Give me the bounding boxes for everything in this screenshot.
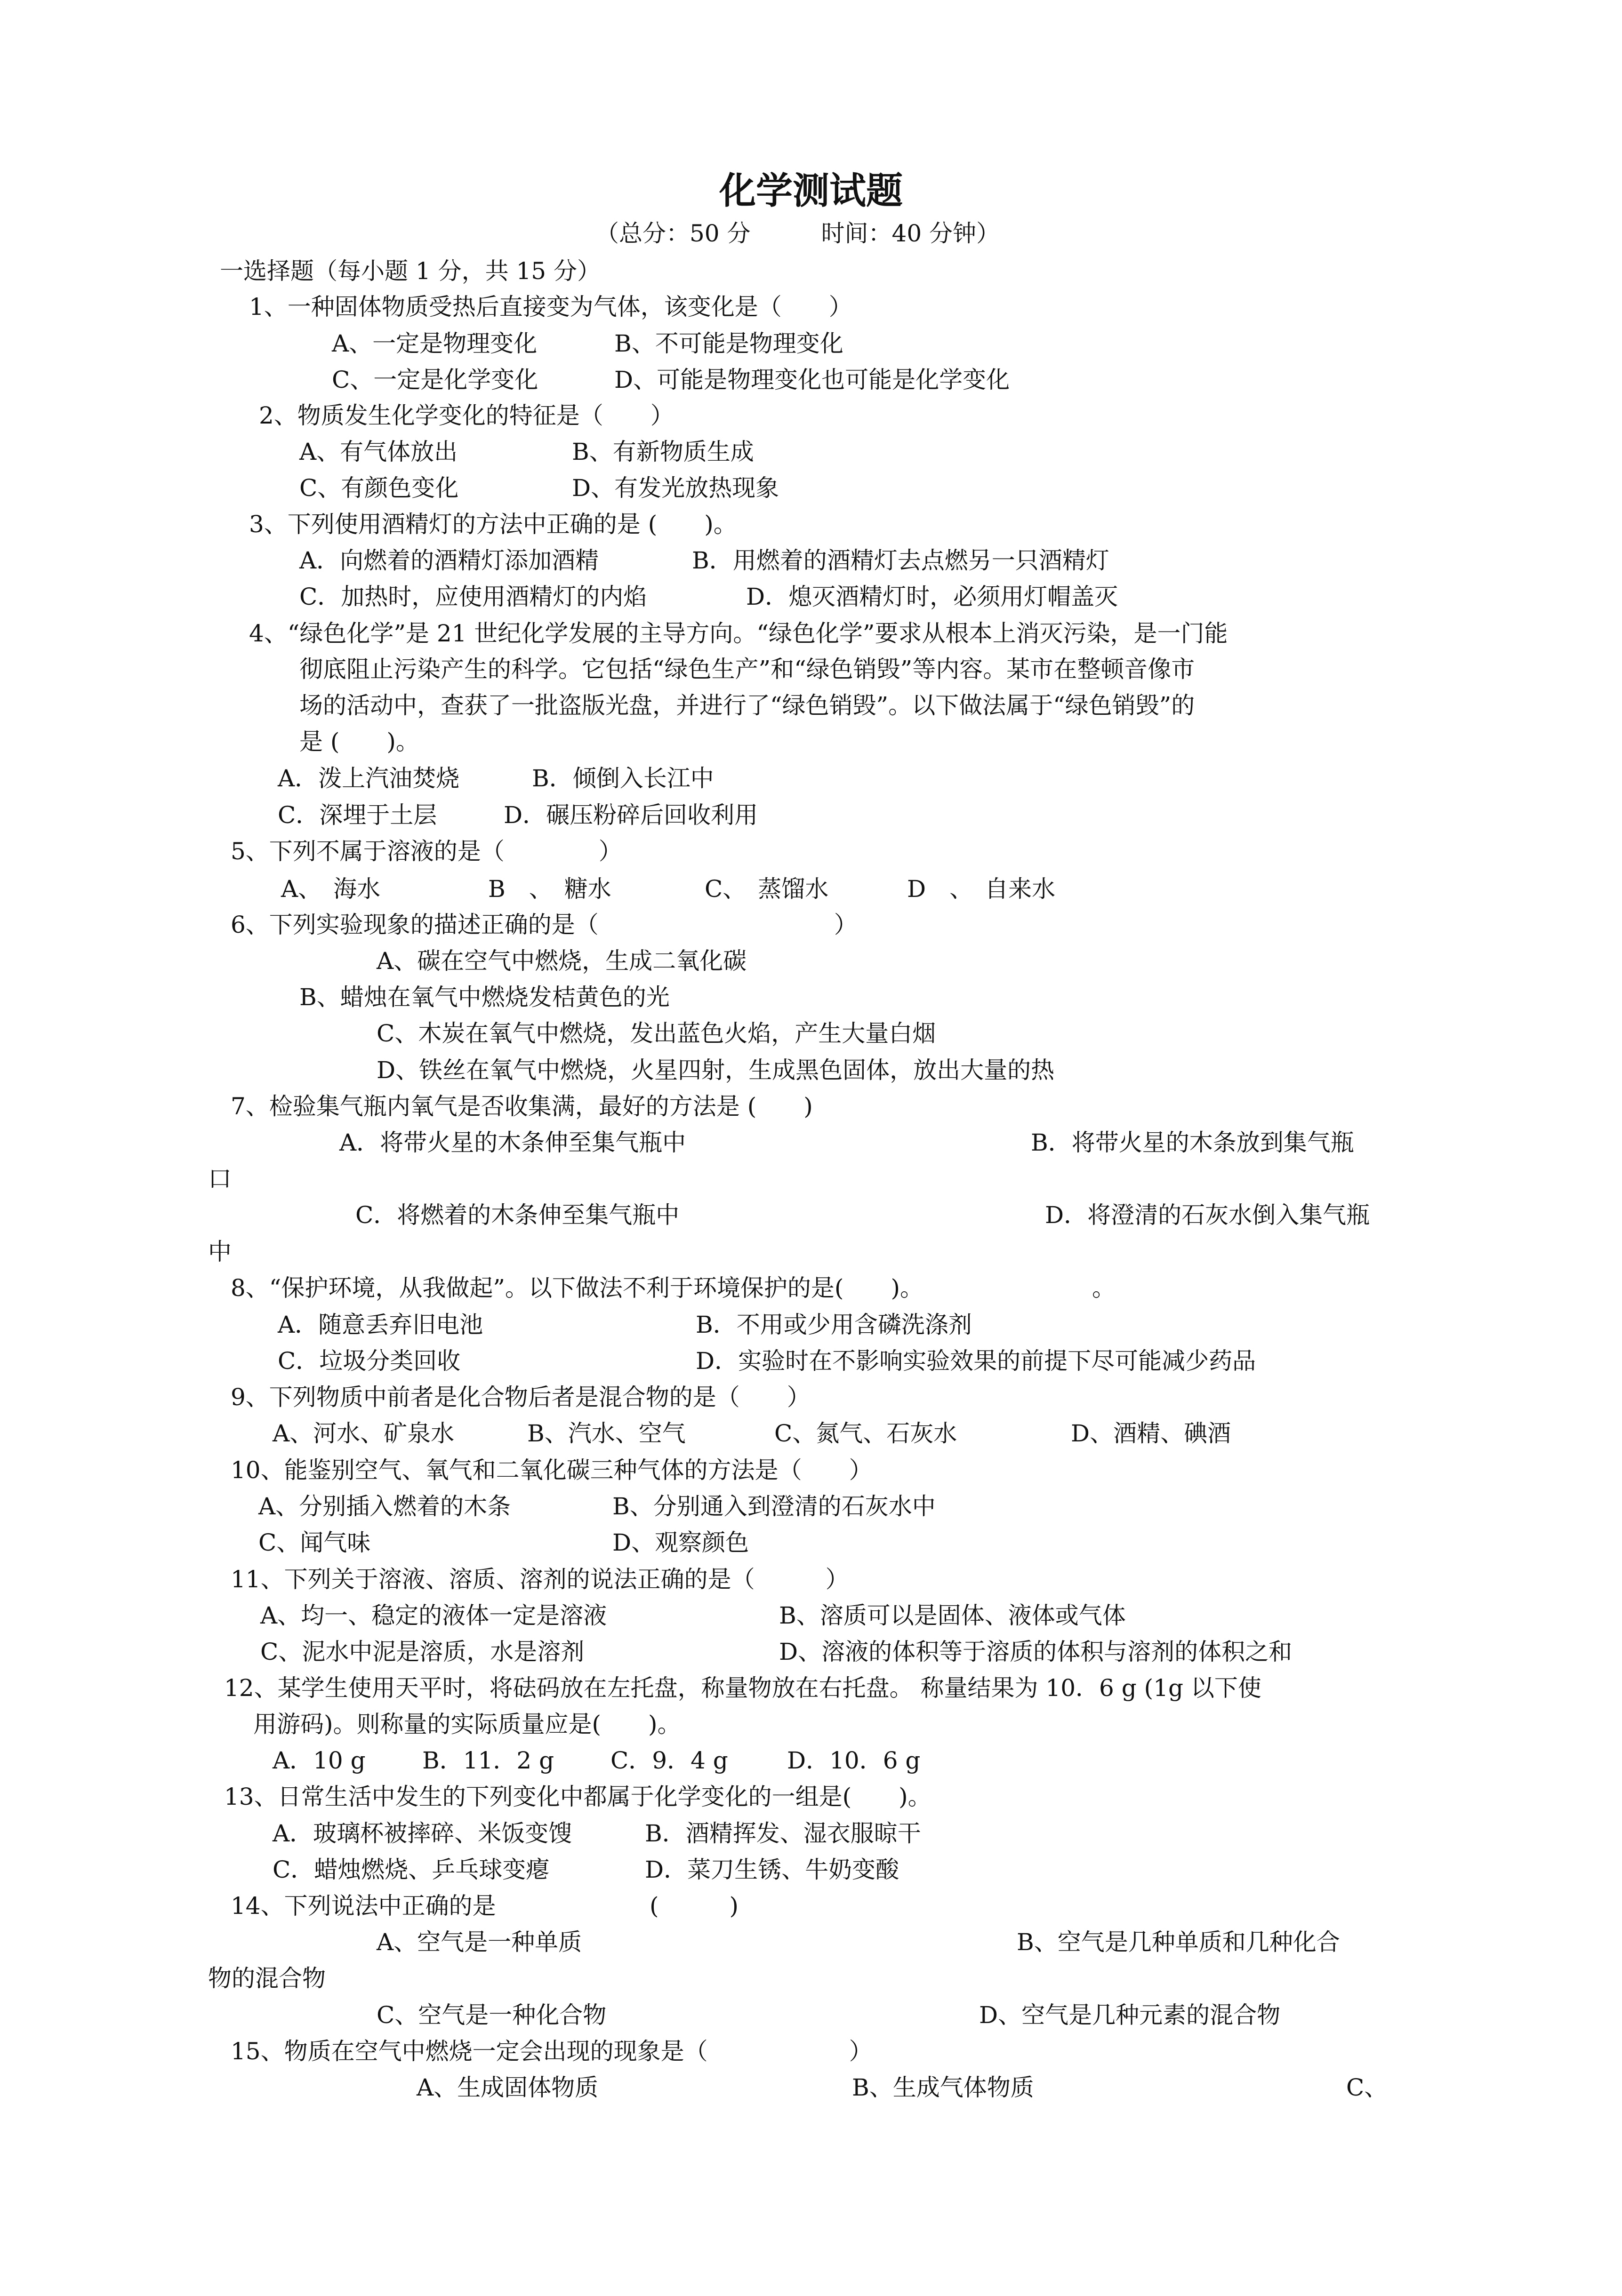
page-title: 化学测试题 bbox=[719, 169, 903, 212]
question-line: C、闻气味 bbox=[258, 1529, 371, 1556]
question-line: A．将带火星的木条伸至集气瓶中 bbox=[339, 1129, 686, 1156]
question-line: C、木炭在氧气中燃烧，发出蓝色火焰，产生大量白烟 bbox=[377, 1020, 936, 1047]
question-line: 12、某学生使用天平时，将砝码放在左托盘，称量物放在右托盘。 称量结果为 10．6 g (1g 以下使 bbox=[224, 1674, 1261, 1702]
question-line: 8、“保护环境，从我做起”。以下做法不利于环境保护的是( )。 bbox=[231, 1274, 923, 1302]
question-line: 口 bbox=[208, 1165, 232, 1192]
question-line: A、碳在空气中燃烧，生成二氧化碳 bbox=[377, 947, 747, 975]
question-line: A、河水、矿泉水 bbox=[273, 1420, 455, 1447]
question-line: B、溶质可以是固体、液体或气体 bbox=[779, 1602, 1126, 1629]
question-line: D、酒精、碘酒 bbox=[1071, 1420, 1231, 1447]
question-line: C．9．4 g bbox=[610, 1747, 728, 1774]
question-line: D、观察颜色 bbox=[612, 1529, 749, 1556]
question-line: B、不可能是物理变化 bbox=[614, 330, 843, 357]
question-line: 中 bbox=[208, 1238, 232, 1265]
exam-meta bbox=[595, 219, 1000, 248]
question-line: A、空气是一种单质 bbox=[377, 1928, 582, 1956]
question-line: D、铁丝在氧气中燃烧，火星四射，生成黑色固体，放出大量的热 bbox=[377, 1056, 1055, 1084]
question-line: 是 ( )。 bbox=[299, 728, 419, 755]
question-line: 1、一种固体物质受热后直接变为气体，该变化是（ ） bbox=[249, 293, 852, 320]
total-score: （总分：50 分 bbox=[595, 220, 751, 247]
question-line: 用游码)。则称量的实际质量应是( )。 bbox=[253, 1711, 681, 1738]
question-line: D、溶液的体积等于溶质的体积与溶剂的体积之和 bbox=[779, 1638, 1293, 1665]
question-line: B、分别通入到澄清的石灰水中 bbox=[612, 1493, 936, 1520]
question-line: 3、下列使用酒精灯的方法中正确的是 ( )。 bbox=[249, 511, 737, 538]
question-line: 11、下列关于溶液、溶质、溶剂的说法正确的是（ ） bbox=[231, 1566, 849, 1593]
question-line: D、可能是物理变化也可能是化学变化 bbox=[614, 366, 1010, 393]
question-line: B．11．2 g bbox=[422, 1747, 554, 1774]
question-line: B．将带火星的木条放到集气瓶 bbox=[1031, 1129, 1354, 1156]
question-line: 6、下列实验现象的描述正确的是（ ） bbox=[231, 911, 858, 938]
time-limit: 时间：40 分钟） bbox=[821, 220, 1000, 247]
question-line: C、泥水中泥是溶质，水是溶剂 bbox=[260, 1638, 585, 1665]
question-line: D．碾压粉碎后回收利用 bbox=[504, 801, 758, 829]
question-line: C、空气是一种化合物 bbox=[377, 2001, 607, 2029]
question-line: C、一定是化学变化 bbox=[332, 366, 538, 393]
question-line: D．熄灭酒精灯时，必须用灯帽盖灭 bbox=[746, 583, 1118, 610]
question-line: C、有颜色变化 bbox=[299, 474, 459, 502]
question-line: A．泼上汽油焚烧 bbox=[278, 765, 460, 792]
question-line: A．随意丢弃旧电池 bbox=[278, 1311, 483, 1338]
question-line: C．垃圾分类回收 bbox=[278, 1347, 461, 1375]
question-line: D、有发光放热现象 bbox=[572, 474, 779, 502]
question-line: 彻底阻止污染产生的科学。它包括“绿色生产”和“绿色销毁”等内容。某市在整顿音像市 bbox=[299, 656, 1195, 683]
question-line: 15、物质在空气中燃烧一定会出现的现象是（ ） bbox=[231, 2038, 873, 2065]
question-line: 4、“绿色化学”是 21 世纪化学发展的主导方向。“绿色化学”要求从根本上消灭污染，是一门能 bbox=[249, 620, 1228, 647]
question-line: 9、下列物质中前者是化合物后者是混合物的是（ ） bbox=[231, 1384, 811, 1411]
question-line: 物的混合物 bbox=[208, 1965, 326, 1992]
question-line: C．将燃着的木条伸至集气瓶中 bbox=[355, 1201, 680, 1229]
question-line: D．10．6 g bbox=[787, 1747, 921, 1774]
question-line: A．向燃着的酒精灯添加酒精 bbox=[299, 547, 599, 574]
question-line: 2、物质发生化学变化的特征是（ ） bbox=[259, 402, 674, 429]
question-line: 。 bbox=[1092, 1274, 1116, 1302]
question-line: C．加热时，应使用酒精灯的内焰 bbox=[299, 583, 647, 610]
question-line: C、氮气、石灰水 bbox=[774, 1420, 957, 1447]
question-line: C．蜡烛燃烧、乒乓球变瘪 bbox=[273, 1856, 550, 1883]
question-line: A、有气体放出 bbox=[299, 438, 458, 465]
question-line: D．菜刀生锈、牛奶变酸 bbox=[645, 1856, 899, 1883]
question-line: D、空气是几种元素的混合物 bbox=[979, 2001, 1281, 2029]
question-line: 7、检验集气瓶内氧气是否收集满，最好的方法是 ( ) bbox=[231, 1093, 813, 1120]
question-line: 10、能鉴别空气、氧气和二氧化碳三种气体的方法是（ ） bbox=[231, 1456, 873, 1484]
question-line: B．倾倒入长江中 bbox=[532, 765, 714, 792]
question-line: A、一定是物理变化 bbox=[332, 330, 538, 357]
question-line: A、均一、稳定的液体一定是溶液 bbox=[260, 1602, 607, 1629]
question-line: A、分别插入燃着的木条 bbox=[258, 1493, 511, 1520]
question-line: C．深埋于土层 bbox=[278, 801, 437, 829]
question-line: A．玻璃杯被摔碎、米饭变馊 bbox=[273, 1820, 572, 1847]
question-line: D．实验时在不影响实验效果的前提下尽可能减少药品 bbox=[696, 1347, 1256, 1375]
question-line: B、空气是几种单质和几种化合 bbox=[1017, 1928, 1340, 1956]
question-line: A、 海水 bbox=[281, 875, 381, 903]
question-line: 场的活动中，查获了一批盗版光盘，并进行了“绿色销毁”。以下做法属于“绿色销毁”的 bbox=[299, 692, 1195, 719]
question-line: D．将澄清的石灰水倒入集气瓶 bbox=[1045, 1201, 1370, 1229]
question-line: B．用燃着的酒精灯去点燃另一只酒精灯 bbox=[692, 547, 1109, 574]
question-line: 5、下列不属于溶液的是（ ） bbox=[231, 838, 622, 865]
question-line: ( ) bbox=[650, 1892, 739, 1920]
question-line: A、生成固体物质 bbox=[417, 2074, 599, 2101]
question-line: B、生成气体物质 bbox=[852, 2074, 1034, 2101]
question-line: B 、 糖水 bbox=[488, 875, 611, 903]
question-line: 13、日常生活中发生的下列变化中都属于化学变化的一组是( )。 bbox=[224, 1783, 931, 1810]
question-line: A．10 g bbox=[273, 1747, 366, 1774]
question-line: D 、 自来水 bbox=[907, 875, 1056, 903]
question-line: B、蜡烛在氧气中燃烧发桔黄色的光 bbox=[299, 984, 670, 1011]
question-line: C、 蒸馏水 bbox=[705, 875, 829, 903]
question-line: B、汽水、空气 bbox=[527, 1420, 686, 1447]
section-heading: 一选择题（每小题 1 分，共 15 分） bbox=[220, 257, 601, 285]
question-line: B．不用或少用含磷洗涤剂 bbox=[696, 1311, 972, 1338]
question-line: 14、下列说法中正确的是 bbox=[231, 1892, 496, 1920]
question-line: B、有新物质生成 bbox=[572, 438, 754, 465]
question-line: C、 bbox=[1346, 2074, 1388, 2101]
question-line: B．酒精挥发、湿衣服晾干 bbox=[645, 1820, 921, 1847]
